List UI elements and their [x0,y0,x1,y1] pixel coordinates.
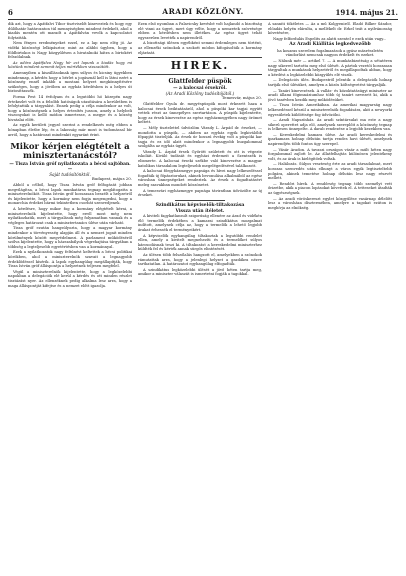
paragraph: Várady L. Árpád érsek Győrött született és ott is végezte iskoláit. Kiváló tudását és egyházi érdemeit a Szentszék is elismerte. A kalocsai érseki székbe való kinevezése a magyar katolikus társadalom legteljesebb megelégedésével találkozott. [138,149,262,168]
paragraph: Az egyik kerületi jegyző szerint a rendelkezés még ebben a hónapban életbe lép, és a lakosság már most is tudomással bír arról, hogy a határozat mindenkit egyaránt érint. [8,123,132,137]
news-item: — Aradi Napszínház. Az aradi színtársulat ma este a nagy sikerű operettet adja elő, amelynek szereplőit a közönség tegnap is lelkesen ünnepelte. A darab rendezése a legjobb kezekben van. [268,118,392,132]
paragraph: Végül a miniszterelnök kijelentette, hogy a legközelebbi napokban a delegációk elé kerül a kérdés és ott minden részlet tisztázást nyer. Az ellenzéknek pedig alkalma lesz arra, hogy a maga álláspontját kifejtse és a nemzet előtt igazolja. [8,269,132,288]
article-headline: Glattfelder püspök [168,78,232,86]
article-byline: (Az Aradi Közlöny tudósítójától.) [165,91,235,97]
paragraph: Tisza gróf ezután hangsúlyozta, hogy a magyar kormány mindenkor a törvényesség alapján áll és a nemzet jogait minden körülmények között megvédelmezi. A parlament működéséről szólva kijelentette, hogy a házszabályok végrehajtása tárgyában a többség a legteljesebb egyetértésben van a kormánnyal. [8,226,132,249]
news-item: — Nálunk mér — artikel 7. — A munkásbizottság a sétatéren nagy sikerrel tartotta meg első ülését. A pártok vezetői hosszasan tárgyaltak a munkások helyzetéről és megállapodtak abban, hogy a kérdést a legközelebbi közgyűlés elé viszik. [268,58,392,77]
news-item: — Kereskedelmi kamara ülése. Az aradi kereskedelmi és iparkamara holnap délután tartja rendes havi ülését, amelynek napirendjén több fontos ügy szerepel. [268,132,392,147]
paragraph: A képviselők egyhangúlag tiltakoztak a legutóbbi rendelet ellen, amely a kivitelt megnehezíti és a termelőket súlyos károsodásnak teszi ki. A tiltakozást a kereskedelmi miniszterhez küldték fel és kérték annak sürgős elintézését. [138,233,262,252]
column-3 [268,22,392,572]
divider [175,200,225,201]
news-item: — Halálozás. Súlyos veszteség érte az aradi társadalmat, mert hosszas szenvedés után elhunyt a város egyik legtiszteltebb polgára, akinek temetése holnap délután lesz nagy részvét mellett. [268,162,392,181]
column-1 [8,22,132,572]
page-number: 6 [8,8,13,17]
paragraph: Glattfelder Gyula dr. megyéspüspök most érkezett haza a kalocsai érsek beiktatásáról, ahol a püspöki kar tagjai együtt vettek részt az ünnepélyes szertartáson. A püspök kijelentette, hogy az érsek kinevezése az egész egyházmegyében nagy örömet keltett. [138,101,262,125]
news-item: — Tisza István Amerikában. Az amerikai magyarság nagy lelkesedéssel készül a miniszterelnök fogadására, akit a newyorki egyesületek küldöttsége fog üdvözölni. [268,103,392,117]
paragraph: Az adóra Apátfalva Nagy hír ezt lapunk a kiadás hogy mi köztünk mindent semmit teljes mértékben visszaütött. [8,60,132,70]
article-subhead: — a kalocsai érsekről. [173,86,227,92]
paragraph: Amennyiben a kiszállásoknak igen súlyos és kicsiny ügyekben mindennap, a kérdés hogy a bérlet a jogásznál kell is látni ezért a közönség ennél inkább a mostani helyzet megkönnyítésére szükséges, hogy a jövőben az egyház kérdésben is a helyes út biztosíttassék. [8,70,132,94]
news-item: — Delegációs ülés. Budapestről jelentik: a delegációk holnap tartják első ülésüket, amelyen a közös költségvetést tárgyalják. [268,78,392,87]
article-dateline: Budapest, május 20. [91,176,132,182]
paragraph: A temesvári egyházmegye papsága táviratban üdvözölte az új érseket. [138,188,262,198]
paragraph: A kiviteli fagykatlansult szigorúság ellenére az Arad és vidékén élő termelők érdekében a kamarai szindikátus mozgalmat indított, amelynek célja az, hogy a termelők a lehető legjobb árakat érhessék el terményeikért. [138,214,262,233]
news-item: — Tanári kinevezések. A vallás- és közoktatásügyi miniszter az aradi állami főgimnáziumhoz több új tanárt nevezett ki, akik a jövő tanévben kezdik meg működésüket. [268,88,392,102]
paragraph: dik azt, hogy a Apátfalvi Tibor tisztviselőt kineveztek és hogy egy dűlőhatár határozaton túl mennyiségben mindent érdekelt, ahol a kiadás mentén ott maradt a Apátfalván vevők a kapcsolatot folytatták. [8,22,132,40]
news-item: — Vásár Aradon. A tavaszi országos vásár a múlt héten nagy forgalommal zajlott le. Az állatfelhajtás különösen jelentékeny volt, és az árak is kielégítőek voltak. [268,147,392,161]
news-item: — Rendőri hírek. A rendőrség tegnap több személyt vett őrizetbe, akik a piacon lopásokat követtek el. A tetteseket átadták az ügyészségnek. [268,181,392,195]
paragraph: Nem fényes eredményeket ezzel, ez a lap nem elég jó. Az vidéki közösségi lelkipásztor, mint az alábbi ügyben, hogy a földbirtokos is Nagy közgyűlésen a hivatalnoki hátra a birtokért felszólalnak. [8,41,132,60]
paragraph: A sanniti tökéletes — Az a mű Kolgyeniről. Eladó Bilker Sándor, előadás helyén elárulta, a mellékelt dr. Erkel teát a nyilvánosság követésére, [268,22,392,36]
page-header [8,6,398,20]
section-title-hirek: HIREK. [170,59,230,73]
section-headline: Az Aradi Kiállítás legkedvezőbb [289,42,371,48]
article-dateline: Temesvár, május 20. [221,95,262,101]
divider [138,74,262,75]
article-subhead: — Tisza István gróf nyilatkozata a bécsi sajtóban. — [9,162,131,173]
newspaper-title: ARADI KÖZLÖNY. [162,7,244,16]
paragraph: — Mély tisztelettel üdvözlöm Várady L. Árpád dr. érseket, — mondotta a püspök, — akiben az egyház egyik legkiválóbb főpapját tiszteljük. Az érsek úr hosszú évekig volt a püspöki kar tagja és ez idő alatt mindenkor a legnagyobb buzgalommal szolgálta az egyház ügyét. [138,125,262,149]
paragraph: A bizottsági ülésen egyébként semmi érdemleges nem történt, az ellenzéki szónokok a szokott módon kifogásolták a kormány eljárását. [138,41,262,55]
column-2 [138,22,262,572]
paragraph: Forma Pest 14 évfolyam és a legutóbbi hó közepén nagy értekezlet volt és a felsőbb hatóságok utasítására a kerületben is lefolytatták a tárgyalást. Ennek pedig a célja mindenkor az volt, hogy a közönségnek a helyes értesítés jusson, amely a helybeli viszonyokat is kellő módon ismertesse, a megye és a község hivatalai előtt. [8,94,132,122]
article-headline: Szindikátus képviselők-tiltakozása [155,202,245,208]
paragraph: A kalocsai főegyházmegye papsága és hívei nagy lelkesedéssel fogadták új főpásztorukat, akinek bevonulása alkalmából az egész városban ünnepségeket rendeztek. Az érsek a fogadtatásért meleg szavakban mondott köszönetet. [138,169,262,188]
paragraph: A kérdésre, hogy mikor fog a kormány elégtételt kérni, a miniszterelnök kijelentette, hogy erről most még nem nyilatkozhatik, mert a tárgyalások még folyamatban vannak és a végleges határozat csak a minisztertanács ülése után várható. [8,207,132,225]
article-subhead: Vissza után ítéletet. [175,209,225,215]
issue-date: 1914. május 21. [335,8,398,17]
divider [45,139,95,140]
paragraph: Abból a célból, hogy Tisza István gróf felfogását jobban megvilágítsa, a bécsi lapok munkatársa tegnap meglátogatta a miniszterelnököt. Tisza István gróf hosszasan beszélt a helyzetről és kijelentette, hogy a kormány nem fogja megengedni, hogy a monarchia érdekei bármi tekintetben csorbát szenvedjenek. [8,183,132,206]
paragraph: Ezek a nyilatkozatok nagy feltűnést keltettek a bécsi politikai körökben, ahol a miniszterelnök szavait a legnagyobb érdeklődéssel kísérik. A lapok egyhangúlag megállapítják, hogy Tisza István gróf álláspontja a helyzetnek teljesen megfelel. [8,250,132,269]
divider [138,57,262,58]
section-intro: ha kosaras szerelem fogalmazások a gyász másrészletén vándorlást nemcsak nagyon érdekelt és ezeket. [277,48,383,58]
paragraph: Ezen első nyomban a Palavicsky kevésbé volt hajlandó a bizottság elé vinni az ügyet, mert úgy vélte, hogy a nemzetek szövetsége ebben a kérdésben nem illetékes. Az egész ügyet tehát egyszerűen levették a napirendről. [138,22,262,40]
paragraph: Nagy felfordulás Espelits az alatti szentel e ezek után vagy... [273,36,387,41]
paragraph: A szindikátus legközelebbi ülését a jövő héten tartja meg, amikor a miniszter válaszát is ismertetni fogják a tagokkal. [138,267,262,277]
text-columns [8,22,398,572]
news-item: — Az aradi vöröskereszt egylet közgyűlése vasárnap délelőtt lesz a városháza dísztermében, amelyre a tagokat ezúton is meghívja az elnökség. [268,196,392,210]
article-byline: Saját tudósítónktól. [49,172,91,178]
paragraph: Az ülésen több felszólalás hangzott el, amelyekben a szónokok rámutattak arra, hogy a jelenlegi helyzet a gazdákra nézve tarthatatlan. A határozatot egyhangúlag elfogadták. [138,252,262,267]
article-headline: Mikor kérjen elégtételt a minisztertanácstól? [10,142,130,162]
